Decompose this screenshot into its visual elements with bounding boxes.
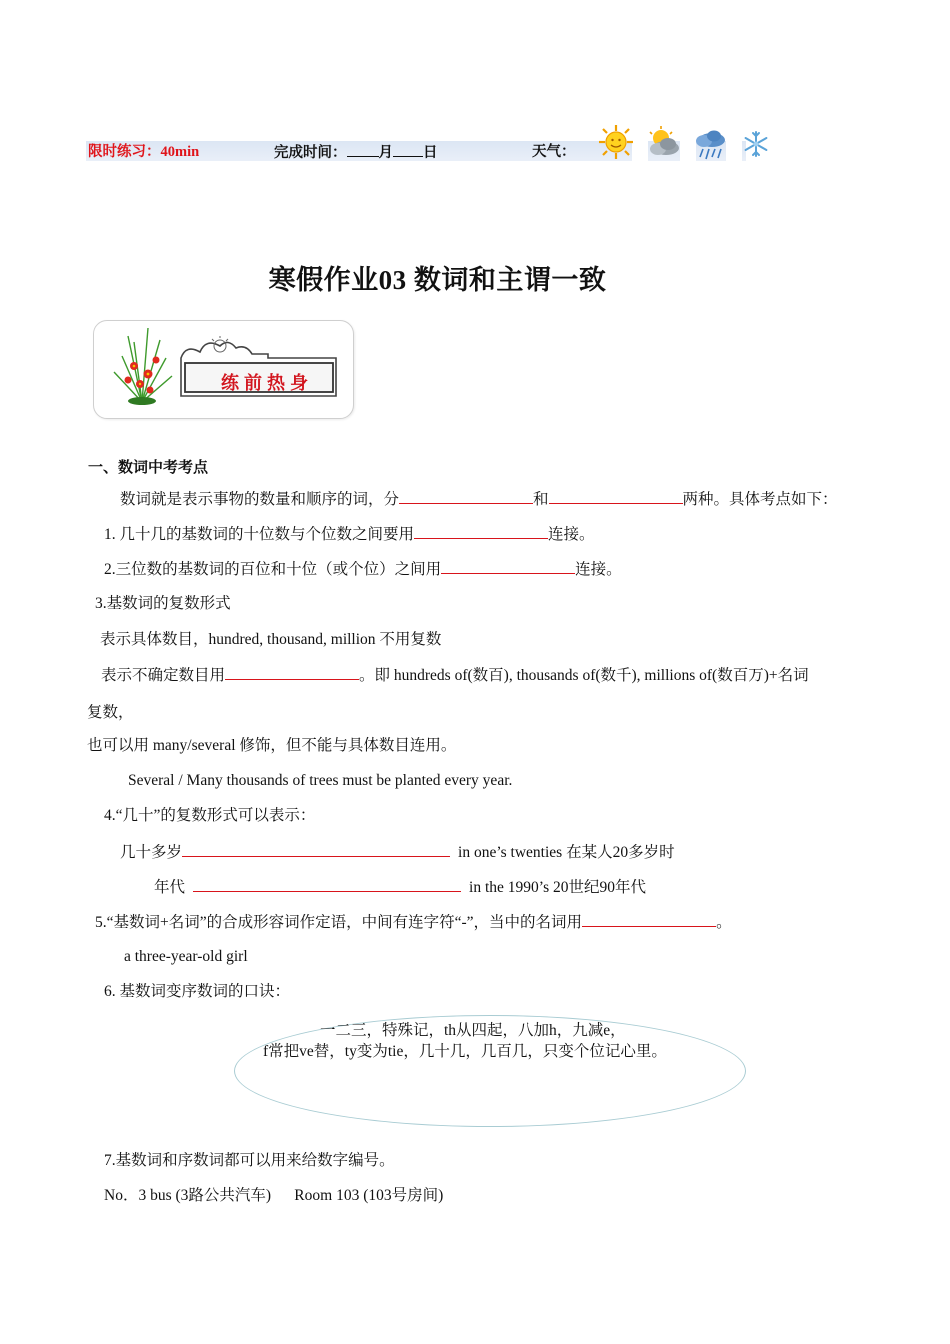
intro-text: 数词就是表示事物的数量和顺序的词，分 <box>120 491 400 508</box>
point-text: 几十多岁 <box>120 844 183 861</box>
point-4-a <box>120 842 675 863</box>
intro-text: 两种。具体考点如下： <box>682 491 838 508</box>
header-band-gap <box>726 141 742 161</box>
intro-text: 和 <box>533 491 549 508</box>
point-4-b <box>154 877 646 898</box>
month-blank <box>347 143 379 157</box>
point-7: 7.基数词和序数词都可以用来给数字编号。 <box>104 1152 395 1169</box>
intro-paragraph <box>120 489 838 510</box>
snowflake-icon <box>742 130 770 158</box>
point-4: 4.“几十”的复数形式可以表示： <box>104 807 316 824</box>
sunny-icon <box>598 124 634 160</box>
point-3-line-4: 也可以用 many/several 修饰，但不能与具体数目连用。 <box>87 737 457 754</box>
point-6: 6. 基数词变序数词的口诀： <box>104 983 291 1000</box>
point-text: 。 <box>716 914 732 931</box>
mnemonic-line-1: 一二三，特殊记，th从四起，八加h，九减e， <box>320 1022 626 1039</box>
answer-blank[interactable] <box>414 524 548 539</box>
point-text: 2.三位数的基数词的百位和十位（或个位）之间用 <box>104 561 442 578</box>
month-label: 月 <box>378 145 393 161</box>
answer-blank[interactable] <box>182 842 450 857</box>
section-title: 一、数词中考考点 <box>88 460 209 476</box>
mnemonic-line-2: f常把ve替，ty变为tie，几十几，几百几，只变个位记心里。 <box>263 1043 667 1060</box>
day-blank <box>393 143 423 157</box>
point-text: in one’s twenties 在某人20多岁时 <box>458 844 675 861</box>
point-text: 连接。 <box>575 561 622 578</box>
weather-label: 天气： <box>532 144 576 160</box>
answer-blank[interactable] <box>225 665 359 680</box>
page-title: 寒假作业03 数词和主谓一致 <box>268 265 607 295</box>
answer-blank[interactable] <box>399 489 533 504</box>
finish-time <box>274 143 438 162</box>
point-text: in the 1990’s 20世纪90年代 <box>469 879 646 896</box>
point-3-line-2 <box>101 665 809 686</box>
point-2 <box>104 559 622 580</box>
point-3-example: Several / Many thousands of trees must be planted every year. <box>128 772 513 789</box>
warmup-label: 练前热身 <box>221 373 313 394</box>
point-5 <box>95 912 732 933</box>
day-label: 日 <box>423 145 438 161</box>
point-7-example: No．3 bus (3路公共汽车) Room 103 (103号房间) <box>104 1187 444 1204</box>
point-1 <box>104 524 595 545</box>
point-3-line-1: 表示具体数目，hundred, thousand, million 不用复数 <box>100 631 442 648</box>
partly-cloudy-icon <box>646 126 682 158</box>
answer-blank[interactable] <box>582 912 716 927</box>
rain-icon <box>694 127 728 161</box>
finish-time-label: 完成时间： <box>274 145 347 161</box>
point-text: 年代 <box>154 879 186 896</box>
answer-blank[interactable] <box>193 877 461 892</box>
answer-blank[interactable] <box>441 559 575 574</box>
point-text: 5.“基数词+名词”的合成形容词作定语，中间有连字符“-”，当中的名词用 <box>95 914 583 931</box>
point-text: 1. 几十几的基数词的十位数与个位数之间要用 <box>104 526 415 543</box>
point-3-line-3: 复数， <box>87 704 134 721</box>
point-text: 表示不确定数目用 <box>101 667 226 684</box>
answer-blank[interactable] <box>549 489 683 504</box>
point-5-example: a three-year-old girl <box>124 948 248 965</box>
point-3: 3.基数词的复数形式 <box>95 595 231 612</box>
point-text: 连接。 <box>548 526 595 543</box>
time-limit: 限时练习：40min <box>88 144 200 160</box>
point-text: 。即 hundreds of(数百), thousands of(数千), millions of(数百万)+名词 <box>359 667 809 684</box>
flower-plant-icon <box>104 322 180 406</box>
